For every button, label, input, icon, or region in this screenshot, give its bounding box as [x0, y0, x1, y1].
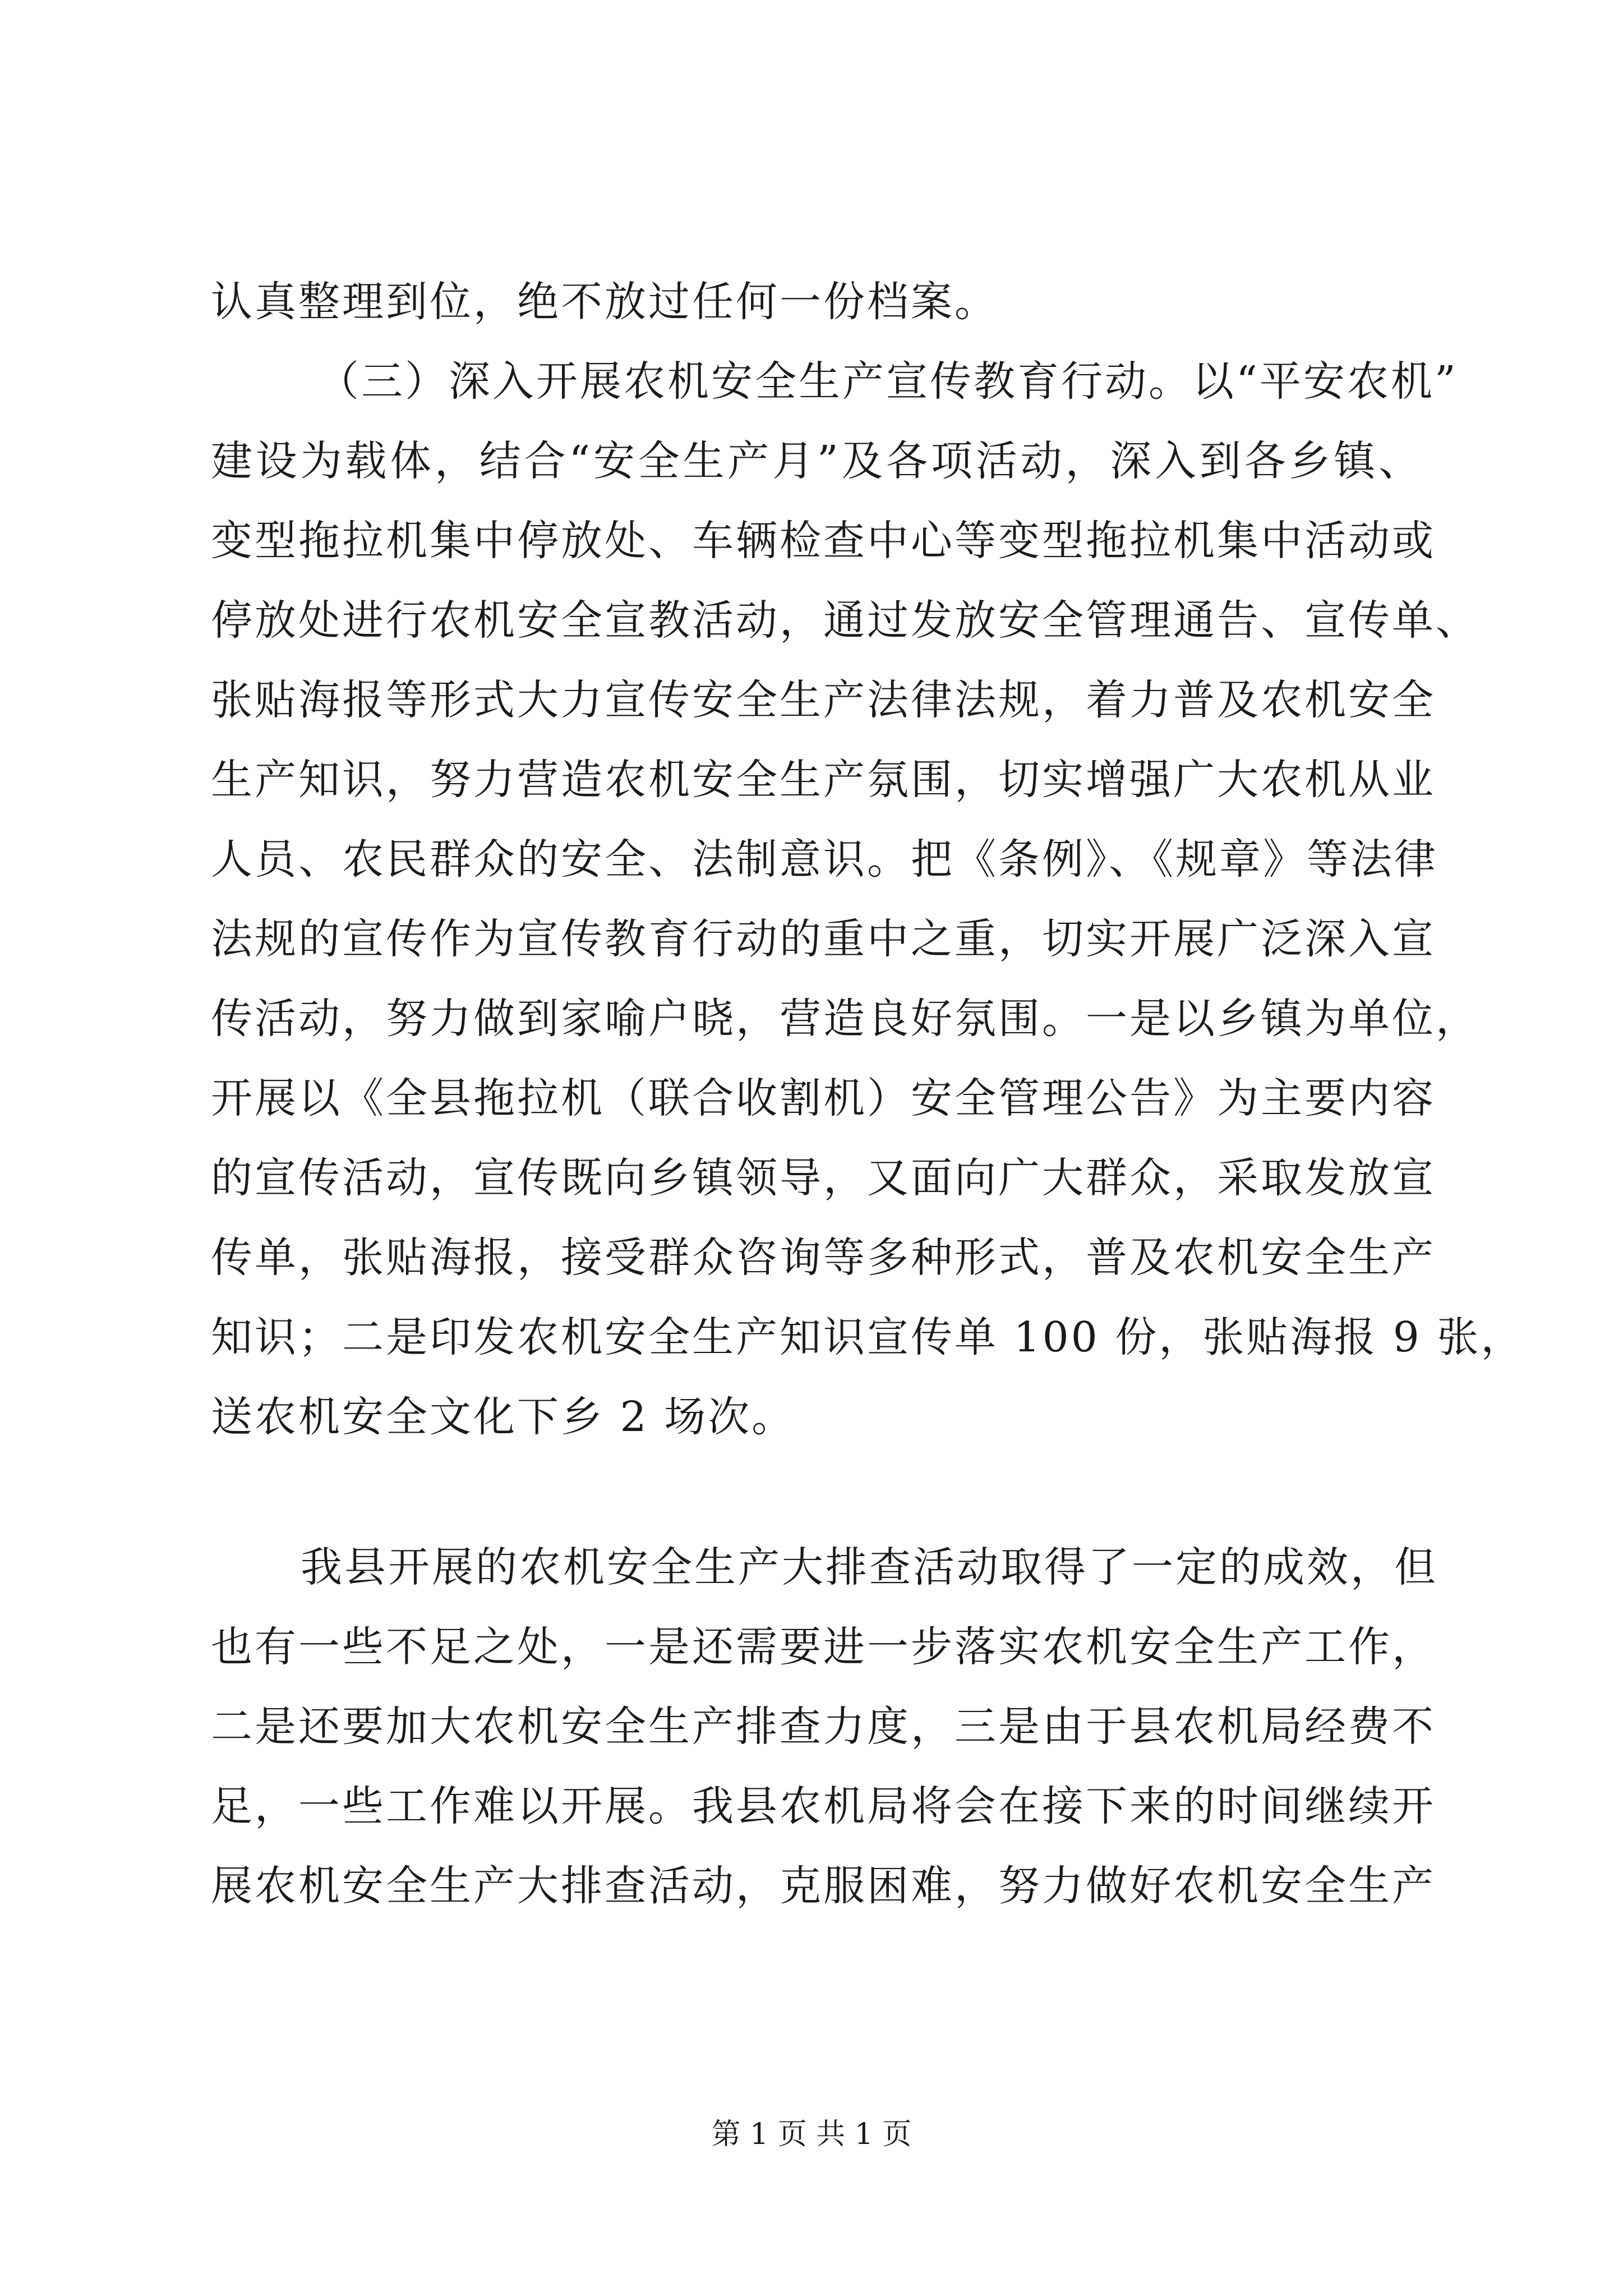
text-line: 传单，张贴海报，接受群众咨询等多种形式，普及农机安全生产 [211, 1234, 1436, 1282]
text-line: 生产知识，努力营造农机安全生产氛围，切实增强广大农机从业 [211, 756, 1436, 804]
text-line: 张贴海报等形式大力宣传安全生产法律法规，着力普及农机安全 [211, 676, 1436, 724]
text-line: 送农机安全文化下乡 2 场次。 [211, 1393, 796, 1441]
text-line: 展农机安全生产大排查活动，克服困难，努力做好农机安全生产 [211, 1862, 1436, 1910]
text-line: 认真整理到位，绝不放过任何一份档案。 [211, 278, 998, 326]
text-line: 也有一些不足之处，一是还需要进一步落实农机安全生产工作， [211, 1623, 1436, 1671]
text-line: 停放处进行农机安全宣教活动，通过发放安全管理通告、宣传单、 [211, 596, 1479, 645]
text-line: 变型拖拉机集中停放处、车辆检查中心等变型拖拉机集中活动或 [211, 517, 1436, 565]
paragraph-first-line: （三）深入开展农机安全生产宣传教育行动。以“平安农机” [317, 357, 1458, 406]
text-line: 人员、农民群众的安全、法制意识。把《条例》、《规章》等法律 [211, 835, 1438, 884]
text-line: 足，一些工作难以开展。我县农机局将会在接下来的时间继续开 [211, 1782, 1436, 1830]
paragraph-first-line: 我县开展的农机安全生产大排查活动取得了一定的成效，但 [301, 1543, 1438, 1591]
page-footer: 第 1 页 共 1 页 [711, 2118, 912, 2151]
text-line: 开展以《全县拖拉机（联合收割机）安全管理公告》为主要内容 [211, 1074, 1436, 1122]
text-line: 知识；二是印发农机安全生产知识宣传单 100 份，张贴海报 9 张， [211, 1313, 1525, 1361]
text-line: 传活动，努力做到家喻户晓，营造良好氛围。一是以乡镇为单位， [211, 995, 1479, 1043]
text-line: 的宣传活动，宣传既向乡镇领导，又面向广大群众，采取发放宣 [211, 1154, 1436, 1202]
text-line: 二是还要加大农机安全生产排查力度，三是由于县农机局经费不 [211, 1703, 1436, 1751]
text-line: 建设为载体，结合“安全生产月”及各项活动，深入到各乡镇、 [211, 437, 1422, 485]
text-line: 法规的宣传作为宣传教育行动的重中之重，切实开展广泛深入宣 [211, 915, 1436, 963]
